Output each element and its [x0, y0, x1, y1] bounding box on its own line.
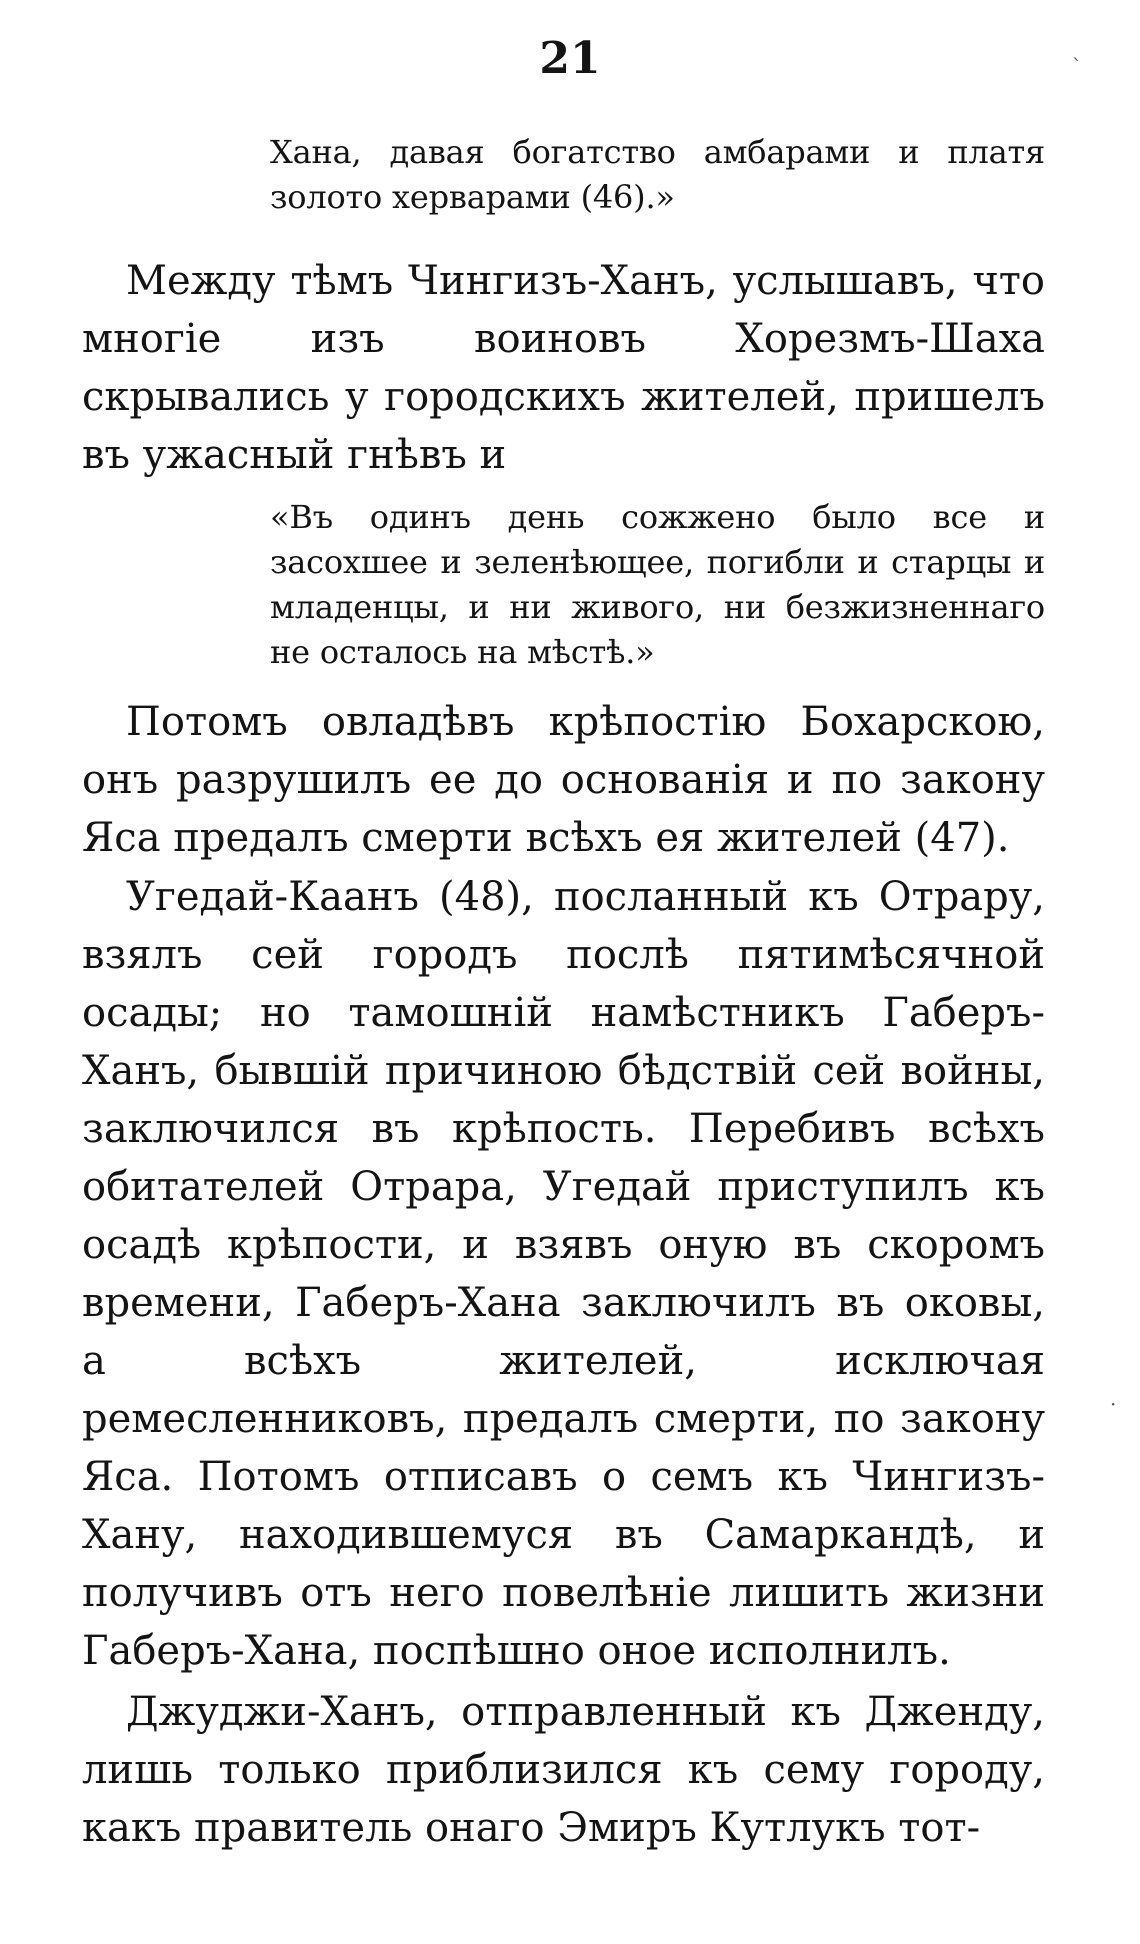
paragraph: Между тѣмъ Чингизъ-Ханъ, услышавъ, что многіе изъ воиновъ Хорезмъ-Шаха скрывались у городскихъ жителей, пришелъ въ ужасный гнѣвъ и: [82, 258, 1045, 478]
print-speck: ·: [1110, 1392, 1117, 1416]
quote-block: Хана, давая богатство амбарами и платя золото херварами (46).»: [270, 133, 1045, 216]
page-number: 21: [539, 33, 601, 84]
paragraph: Джуджи-Ханъ, отправленный къ Дженду, лишь только приблизился къ сему городу, какъ правитель онаго Эмиръ Кутлукъ тот-: [82, 1689, 1045, 1851]
paragraph: Угедай-Каанъ (48), посланный къ Отрару, взялъ сей городъ послѣ пятимѣсячной осады; но тамошній намѣстникъ Габеръ-Ханъ, бывшій причиною бѣдствій сей войны, заключился въ крѣпость. Перебивъ всѣхъ обитателей Отрара, Угедай приступилъ къ осадѣ крѣпости, и взявъ оную въ скоромъ времени, Габеръ-Хана заключилъ въ оковы, а всѣхъ жителей, исключая ремесленниковъ, предалъ смерти, по закону Яса. Потомъ отписавъ о семъ къ Чингизъ-Хану, находившемуся въ Самаркандѣ, и получивъ отъ него повелѣніе лишить жизни Габеръ-Хана, поспѣшно оное исполнилъ.: [82, 874, 1045, 1674]
quote-block: «Въ одинъ день сожжено было все и засохшее и зеленѣющее, погибли и старцы и младенцы, и ни живого, ни безжизненнаго не осталось на мѣстѣ.»: [270, 498, 1045, 671]
print-speck: ˋ: [1072, 54, 1082, 78]
paragraph: Потомъ овладѣвъ крѣпостію Бохарскою, онъ разрушилъ ее до основанія и по закону Яса предалъ смерти всѣхъ ея жителей (47).: [82, 699, 1045, 861]
